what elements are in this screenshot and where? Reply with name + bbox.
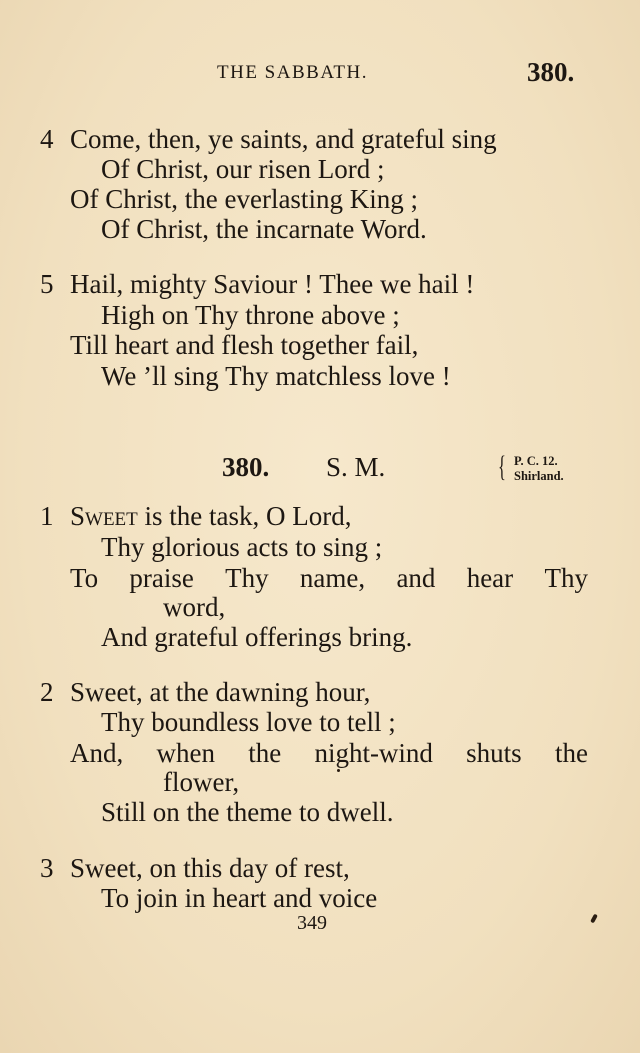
word: hear (466, 563, 514, 593)
word: Thy (225, 563, 269, 593)
word: the (554, 738, 588, 768)
verse-line: Thy glorious acts to sing ; (101, 532, 383, 562)
verse-line: Of Christ, our risen Lord ; (101, 154, 385, 184)
running-title: THE SABBATH. (217, 62, 369, 83)
verse-line-justified (70, 738, 588, 768)
verse-line: Come, then, ye saints, and grateful sing (70, 124, 497, 154)
verse-line: Still on the theme to dwell. (101, 797, 394, 827)
verse-number: 5 (40, 269, 54, 299)
word: the (248, 738, 282, 768)
verse-line: Hail, mighty Saviour ! Thee we hail ! (70, 269, 475, 299)
page-number: 349 (297, 912, 327, 934)
verse-line (70, 501, 352, 531)
word: And, (70, 738, 124, 768)
verse-line: Thy boundless love to tell ; (101, 707, 396, 737)
hymn-number: 380. (222, 452, 270, 482)
word: To (70, 563, 99, 593)
verse-first-word: Sweet (70, 501, 138, 531)
tune-reference: P. C. 12. (514, 454, 558, 468)
word: praise (129, 563, 194, 593)
verse-line: High on Thy throne above ; (101, 300, 400, 330)
verse-number: 1 (40, 501, 54, 531)
verse-number: 3 (40, 853, 54, 883)
verse-line-continuation: flower, (163, 767, 240, 797)
hymn-meter: S. M. (326, 452, 386, 482)
verse-line: We ’ll sing Thy matchless love ! (101, 361, 451, 391)
verse-line-justified (70, 563, 588, 593)
verse-number: 2 (40, 677, 54, 707)
verse-line: Sweet, on this day of rest, (70, 853, 350, 883)
ink-mark (590, 914, 598, 924)
word: Thy (544, 563, 588, 593)
header-hymn-number: 380. (527, 57, 575, 87)
ink-speck (337, 769, 340, 772)
verse-line: And grateful offerings bring. (101, 622, 413, 652)
verse-line: To join in heart and voice (101, 883, 378, 913)
verse-line-rest: is the task, O Lord, (137, 501, 352, 531)
word: when (156, 738, 215, 768)
verse-line: Of Christ, the incarnate Word. (101, 214, 427, 244)
verse-line: Till heart and flesh together fail, (70, 330, 419, 360)
tune-info (514, 454, 564, 484)
tune-brace: { (498, 450, 506, 483)
word: night-wind (314, 738, 433, 768)
verse-number: 4 (40, 124, 54, 154)
word: shuts (466, 738, 522, 768)
verse-line-continuation: word, (163, 592, 226, 622)
verse-line: Of Christ, the everlasting King ; (70, 184, 418, 214)
word: and (396, 563, 436, 593)
word: name, (299, 563, 366, 593)
tune-name: Shirland. (514, 469, 564, 483)
verse-line: Sweet, at the dawning hour, (70, 677, 371, 707)
